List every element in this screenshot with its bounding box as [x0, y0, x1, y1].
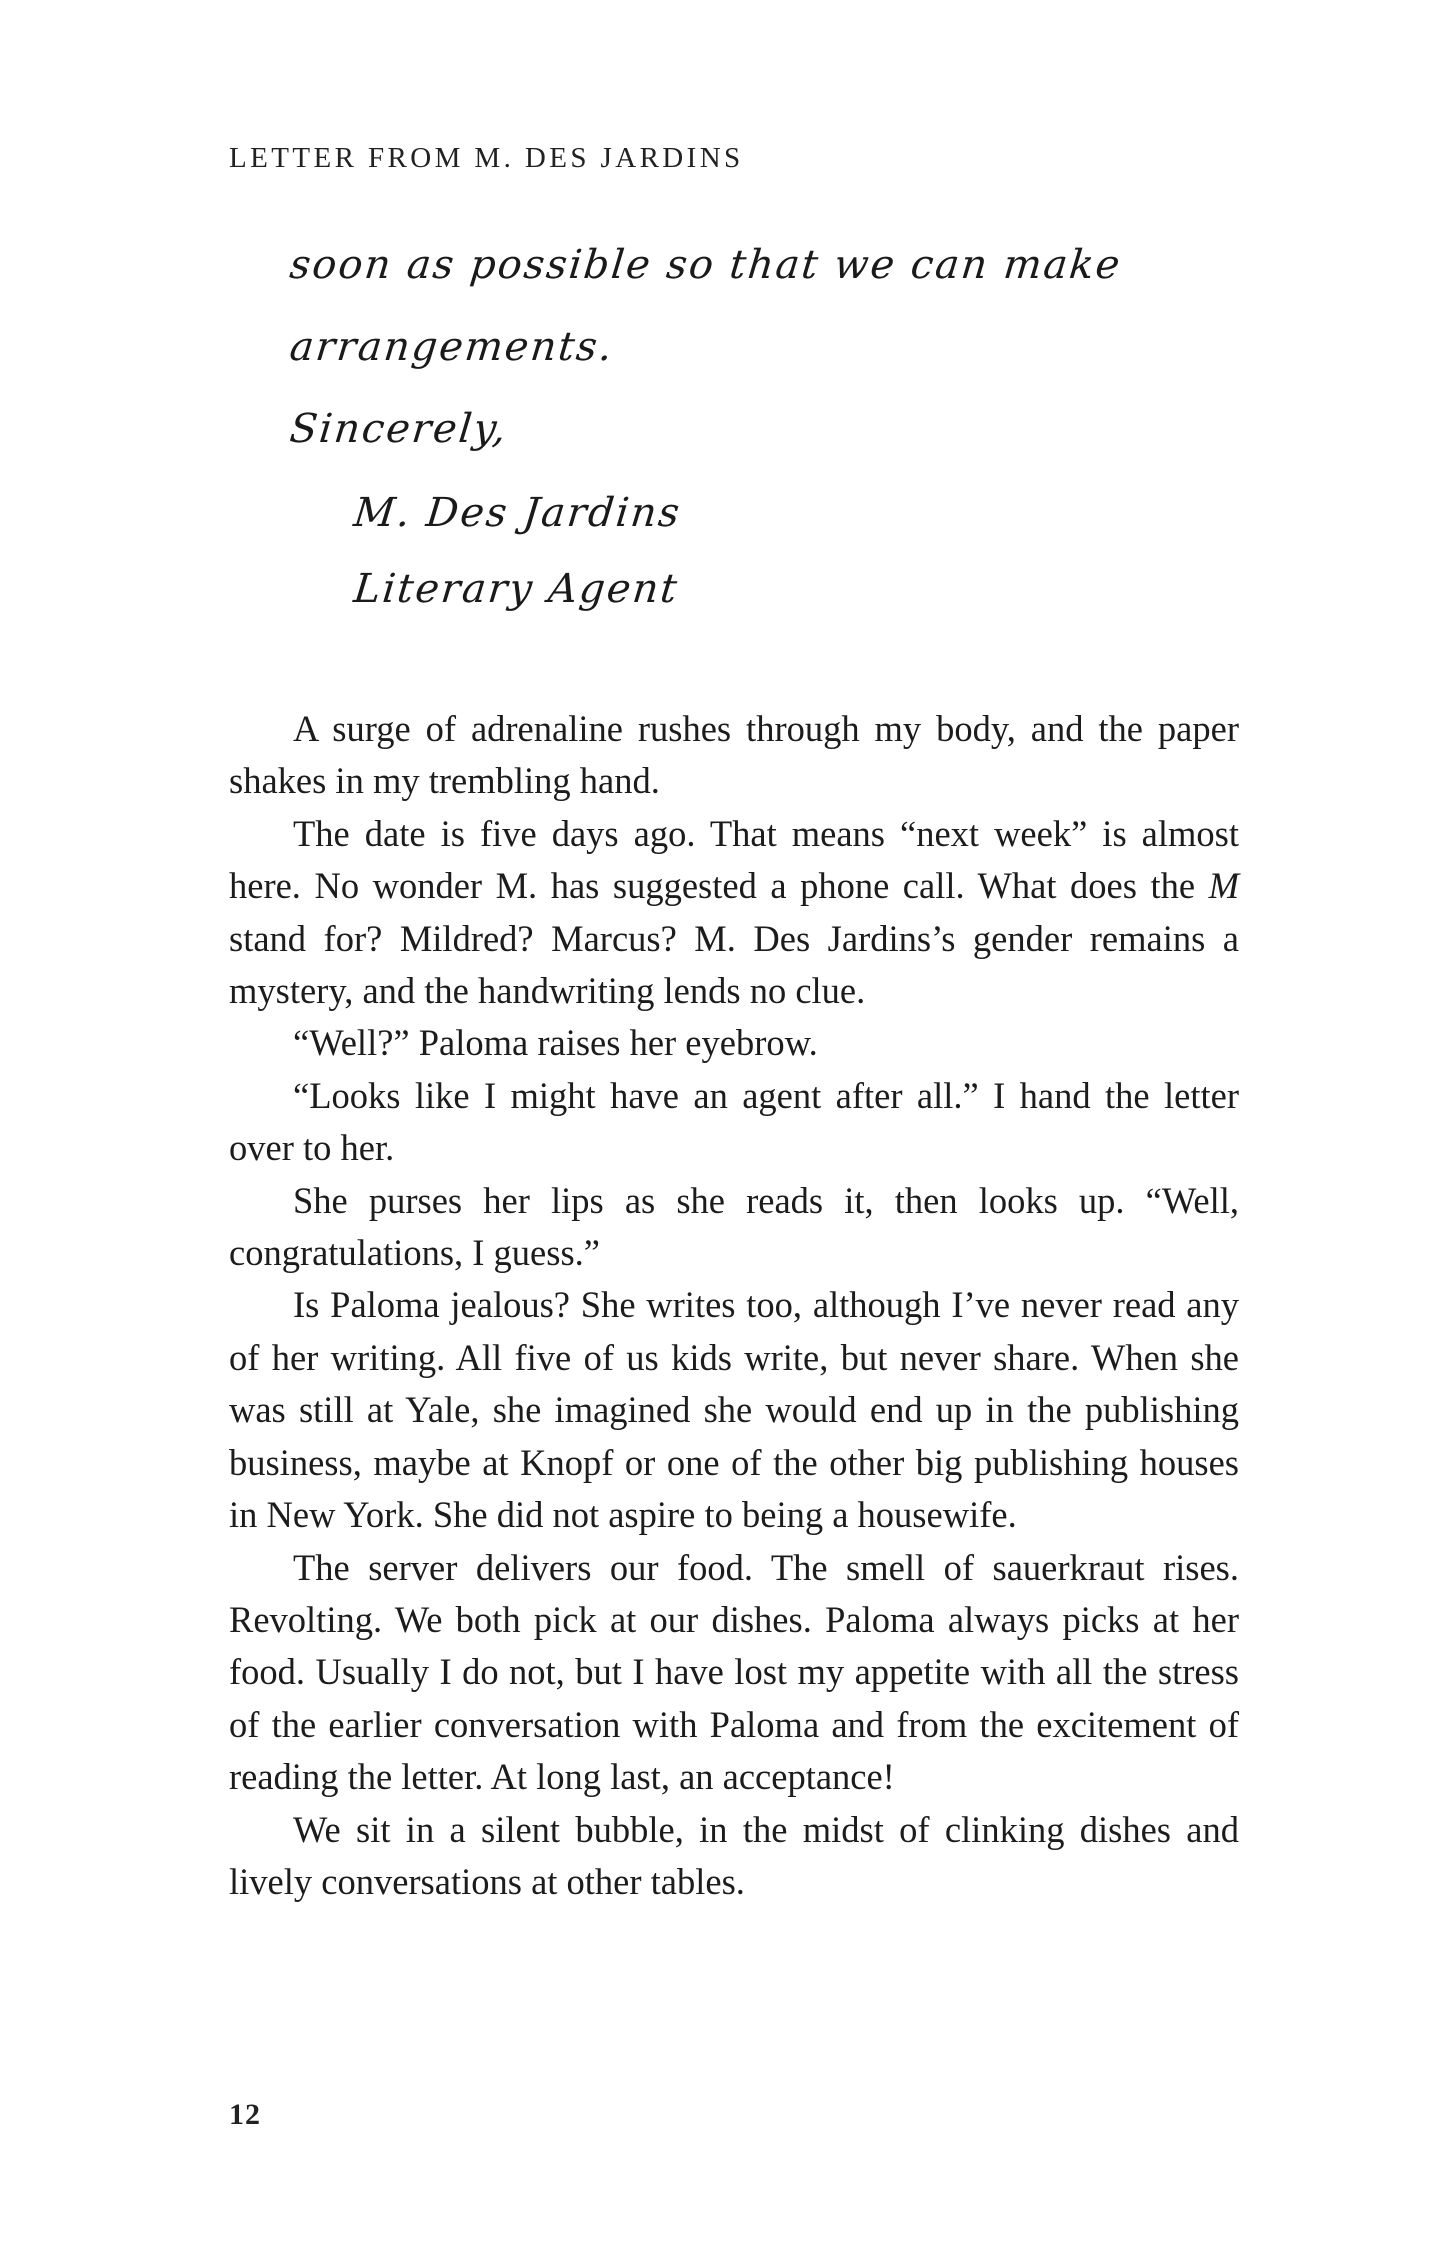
paragraph: She purses her lips as she reads it, then looks up. “Well, congratulations, I guess.” [229, 1179, 1239, 1274]
running-head: LETTER FROM M. DES JARDINS [229, 142, 744, 174]
paragraph: Is Paloma jealous? She writes too, although I’ve never read any of her writing. All five of us kids write, but never share. When she was still at Yale, she imagined she would end up in the publishing business, maybe at Knopf or one of the other big publishing houses in New York. She did not aspire to being a housewife. [229, 1284, 1239, 1536]
body-text [229, 703, 1239, 1908]
signature-title: Literary Agent [351, 566, 681, 612]
paragraph: The date is five days ago. That means “next week” is almost here. No wonder M. has suggested a phone call. What does the M stand for? Mildred? Marcus? M. Des Jardins’s gender remains a mystery, and the handwriting lends no clue. [229, 812, 1239, 1012]
paragraph: We sit in a silent bubble, in the midst of clinking dishes and lively conversations at other tables. [229, 1808, 1239, 1902]
page-number: 12 [229, 2098, 261, 2131]
italic-m: M [1208, 865, 1239, 907]
signature-name: M. Des Jardins [351, 490, 684, 536]
paragraph: “Well?” Paloma raises her eyebrow. [293, 1022, 818, 1064]
letter-closing: Sincerely, [287, 406, 511, 452]
paragraph: The server delivers our food. The smell of sauerkraut rises. Revolting. We both pick at our dishes. Paloma always picks at her food. Usually I do not, but I have lost my appetite with all the stress of the earlier conversation with Paloma and from the excitement of reading the letter. At long last, an acceptance! [229, 1546, 1239, 1798]
letter-line-1: soon as possible so that we can make [287, 242, 1124, 288]
paragraph: A surge of adrenaline rushes through my body, and the paper shakes in my trembling hand. [229, 708, 1239, 802]
letter-line-2: arrangements. [287, 324, 617, 370]
paragraph: “Looks like I might have an agent after all.” I hand the letter over to her. [229, 1074, 1239, 1169]
